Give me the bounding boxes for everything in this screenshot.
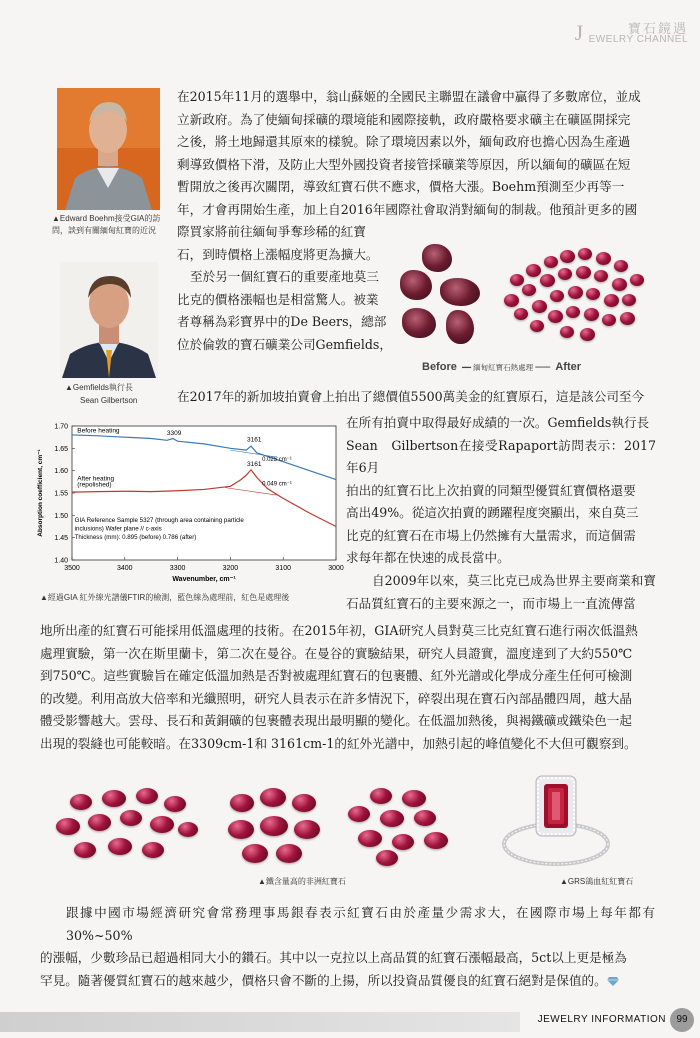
text-line: 之後，將土地歸還其原來的樣貌。除了環境因素以外，緬甸政府也擔心因為生產過 <box>177 134 631 149</box>
ruby <box>612 278 627 291</box>
text-line: 至於另一個紅寶石的重要產地莫三 <box>190 269 379 284</box>
boehm-photo <box>57 88 160 210</box>
text-line: 際買家將前往緬甸爭奪珍稀的紅寶 <box>177 224 366 239</box>
ruby <box>622 294 636 306</box>
text-line: 者尊稱為彩寶界中的De Beers，總部 <box>177 314 387 329</box>
brand-logo-en: EWELRY CHANNEL <box>588 34 688 45</box>
text-line: 位於倫敦的寶石礦業公司Gemfields， <box>177 336 392 352</box>
brand-logo-cn: 寶石鏡遇 <box>627 21 688 36</box>
ruby <box>380 810 404 827</box>
paragraph-election <box>177 86 655 221</box>
gilbertson-caption-name: Sean Gilbertson <box>80 396 138 405</box>
ruby <box>560 250 575 263</box>
x-tick-label: 3100 <box>275 565 291 572</box>
ruby <box>544 256 558 268</box>
text-line: 出現的裂縫也可能較暗。在3309cm-1和 3161cm-1的紅外光譜中，加熱引起的峰值變化不大但可觀察到。 <box>40 735 637 751</box>
ruby-ring-photo <box>500 772 612 872</box>
ruby <box>568 286 583 299</box>
x-tick-label: 3500 <box>64 565 80 572</box>
peak-label-3309: 3309 <box>166 429 182 437</box>
heated-ruby-after-photo <box>500 244 650 344</box>
ruby-group-photo-1 <box>52 788 202 868</box>
chart-note: inclusions) Wafer plane // c-axis <box>74 525 162 533</box>
text-line: 的漲幅，少數珍品已超過相同大小的鑽石。其中以一克拉以上高品質的紅寶石漲幅最高，5ct以上更是極為 <box>40 950 627 965</box>
ruby <box>594 270 608 282</box>
ruby <box>414 810 436 826</box>
ruby <box>108 838 132 855</box>
peak-height-after: 0.049 cm⁻¹ <box>262 481 292 488</box>
series-label-before: Before heating <box>77 427 120 435</box>
chart-caption: ▲經過GIA 紅外線光譜儀FTIR的檢測，藍色線為處理前，紅色是處理後 <box>40 593 290 602</box>
x-tick-label: 3200 <box>222 565 239 572</box>
peak-label-3161-after: 3161 <box>246 461 262 469</box>
before-label: Before <box>422 361 457 373</box>
rough-ruby <box>446 310 474 344</box>
ruby <box>614 260 628 272</box>
ruby <box>74 842 96 858</box>
ruby <box>620 312 635 325</box>
ruby <box>150 816 174 833</box>
paragraph-market-outlook <box>40 902 655 992</box>
y-tick-label: 1.60 <box>54 468 68 476</box>
diamond-icon <box>607 977 619 986</box>
ruby-group-photo-3 <box>344 788 464 868</box>
paragraph-mozambique <box>177 266 397 356</box>
ruby <box>392 834 414 850</box>
y-tick-label: 1.70 <box>54 423 68 431</box>
text-line: 比克的價格漲幅也是相當驚人。被業 <box>177 291 379 307</box>
ruby <box>70 794 92 810</box>
ruby <box>142 842 164 858</box>
paragraph-auction-line: 在2017年的新加坡拍賣會上拍出了總價值5500萬美金的紅寶原石，這是該公司至今 <box>177 389 645 404</box>
text-line: 求每年都在快速的成長當中。 <box>346 550 510 565</box>
ruby <box>136 788 158 804</box>
ruby <box>522 284 536 296</box>
ruby <box>376 850 398 866</box>
y-tick-label: 1.65 <box>54 445 68 453</box>
x-tick-label: 3000 <box>328 565 344 572</box>
paragraph-election-end <box>177 221 397 266</box>
brand-logo <box>574 20 688 45</box>
y-tick-label: 1.50 <box>54 512 68 520</box>
after-label: After <box>555 361 582 373</box>
ruby <box>178 822 198 837</box>
ruby <box>630 274 644 286</box>
ruby <box>510 274 524 286</box>
text-line: 比克的紅寶石在市場上仍然擁有大量需求，而這個需 <box>346 527 636 543</box>
text-line: 立新政府。為了使緬甸採礦的環境能和國際接軌，政府嚴格要求礦主在礦區開採完 <box>177 111 631 127</box>
ruby <box>514 308 528 320</box>
ruby <box>596 252 611 265</box>
page-footer <box>0 1006 700 1038</box>
text-line: 自2009年以來，莫三比克已成為世界主要商業和寶 <box>372 573 656 588</box>
ruby <box>530 320 544 332</box>
text-line: 的改變。利用高放大倍率和光纖照明，研究人員表示在許多情況下，碎裂出現在寶石內部晶體四周，越大晶 <box>40 690 632 706</box>
ruby <box>102 790 126 807</box>
ring-caption: ▲GRS鴿血紅紅寶石 <box>560 877 634 886</box>
paragraph-mozambique-source <box>346 570 656 615</box>
ruby <box>242 844 268 863</box>
text-line: 剩導致價格下滑，及防止大型外國投資者接管採礦業等原因，所以緬甸的礦區在短 <box>177 156 631 172</box>
ruby <box>586 288 600 300</box>
text-line-last <box>40 970 655 993</box>
ruby <box>228 820 254 839</box>
text-line: 拍出的紅寶石比上次拍賣的同類型優質紅寶價格還要 <box>346 482 636 498</box>
ruby <box>260 816 288 836</box>
text-line: 罕見。隨著優質紅寶石的越來越少，價格只會不斷的上揚，所以投資品質優良的紅寶石絕對是保值的。 <box>40 972 607 988</box>
y-tick-label: 1.40 <box>54 557 68 565</box>
ruby <box>348 806 370 822</box>
text-line: 處理實驗，第一次在斯里蘭卡，第二次在曼谷。在曼谷的實驗結果，研究人員證實，溫度達到了大約550℃ <box>40 645 633 661</box>
gilbertson-photo <box>60 262 158 378</box>
text-line: 到750℃。這些實驗旨在確定低溫加熱是否對被處理紅寶石的包裹體、紅外光譜或化學成分產生任何可檢測 <box>40 668 633 683</box>
chart-note: Thickness (mm): 0.895 (before) 0.786 (after) <box>74 534 197 542</box>
ruby <box>604 294 619 307</box>
text-line: 地所出產的紅寶石可能採用低溫處理的技術。在2015年初，GIA研究人員對莫三比克紅寶石進行兩次低溫熱 <box>40 623 638 638</box>
text-line: 體受影響越大。雲母、長石和黃銅礦的包裹體表現出最明顯的變化。在低溫加熱後，與褐鐵礦或鐵染色一起 <box>40 713 632 728</box>
ruby <box>294 820 320 839</box>
text-line: Sean Gilbertson在接受Rapaport訪問表示：2017年6月 <box>346 437 656 475</box>
x-tick-label: 3300 <box>169 565 186 572</box>
chart-note: GIA Reference Sample 5327 (through area containing particle <box>74 517 244 525</box>
boehm-caption: ▲Edward Boehm接受GIA的訪問，談到有關緬甸紅寶的近況 <box>52 214 161 235</box>
ruby <box>550 290 564 302</box>
ruby <box>560 326 574 338</box>
ruby <box>88 814 111 831</box>
text-line: 石品質紅寶石的主要來源之一，而市場上一直流傳當 <box>346 595 636 611</box>
y-tick-label: 1.55 <box>54 490 68 498</box>
ruby <box>540 274 555 287</box>
footer-band <box>0 1012 520 1032</box>
ruby <box>578 248 592 260</box>
african-ruby-caption: ▲鐵含量高的非洲紅寶石 <box>258 877 346 886</box>
text-line: 在所有拍賣中取得最好成績的一次。Gemfields執行長 <box>346 415 650 430</box>
ruby <box>558 268 572 280</box>
ruby <box>402 790 426 807</box>
text-line: 跟據中國市場經濟研究會常務理事馬銀春表示紅寶石由於產量少需求大，在國際市場上每年都有30%~50% <box>66 905 655 943</box>
ruby <box>230 794 254 812</box>
x-axis-label: Wavenumber, cm⁻¹ <box>172 576 236 583</box>
text-line: 石，到時價格上漲幅度將更為擴大。 <box>177 246 379 262</box>
ruby <box>370 788 392 804</box>
y-tick-label: 1.45 <box>54 535 68 543</box>
ruby <box>566 306 580 318</box>
ruby <box>424 832 448 849</box>
page-number: 99 <box>670 1008 694 1032</box>
ruby <box>276 844 302 863</box>
rough-ruby-before-photo <box>398 238 498 348</box>
rough-ruby <box>440 278 480 306</box>
text-line: 年，才會再開始生產，加上自2016年國際社會取消對緬甸的制裁。他預計更多的國 <box>177 201 638 217</box>
ruby <box>260 788 286 807</box>
ruby <box>548 310 563 323</box>
peak-height-before: 0.025 cm⁻¹ <box>262 456 292 463</box>
text-line: 暫開放之後再次關閉，導致紅寶石供不應求，價格大漲。Boehm預測至少再等一 <box>177 179 625 194</box>
before-after-arrow: ━━ 緬甸紅寶石熱處理 ━━ <box>459 363 553 372</box>
y-axis-label: Absorption coefficient, cm⁻¹ <box>37 449 44 537</box>
ruby <box>580 328 595 341</box>
rough-ruby <box>422 244 452 272</box>
ruby <box>526 264 541 277</box>
ruby-group-photo-2 <box>222 788 332 868</box>
ruby <box>292 794 316 812</box>
paragraph-gemfields <box>346 412 656 570</box>
paragraph-heat-experiment <box>40 620 655 755</box>
rough-ruby <box>400 270 432 300</box>
ruby <box>56 818 80 835</box>
ruby <box>164 796 186 812</box>
ruby <box>504 294 519 307</box>
ftir-spectrum-chart <box>34 420 342 588</box>
ruby <box>532 300 547 313</box>
ruby <box>120 810 142 826</box>
gilbertson-caption-title: ▲Gemfields執行長 <box>65 383 133 392</box>
text-line: 高出49%。從這次拍賣的踴躍程度突顯出，來自莫三 <box>346 505 639 520</box>
peak-label-3161-before: 3161 <box>246 436 262 444</box>
ruby <box>584 308 599 321</box>
footer-magazine-name: JEWELRY INFORMATION <box>537 1014 666 1025</box>
brand-logo-j: J <box>574 20 584 45</box>
ruby <box>358 830 382 847</box>
before-after-label <box>422 361 581 373</box>
ruby <box>576 266 591 279</box>
series-label-after: After heating <box>77 475 115 483</box>
rough-ruby <box>402 308 436 338</box>
series-label-after-sub: (repolished) <box>77 481 112 489</box>
ruby <box>602 314 616 326</box>
before-after-description: 緬甸紅寶石熱處理 <box>473 363 534 372</box>
text-line: 在2015年11月的選舉中，翁山蘇姬的全國民主聯盟在議會中贏得了多數席位，並成 <box>177 89 641 104</box>
x-tick-label: 3400 <box>117 565 133 572</box>
